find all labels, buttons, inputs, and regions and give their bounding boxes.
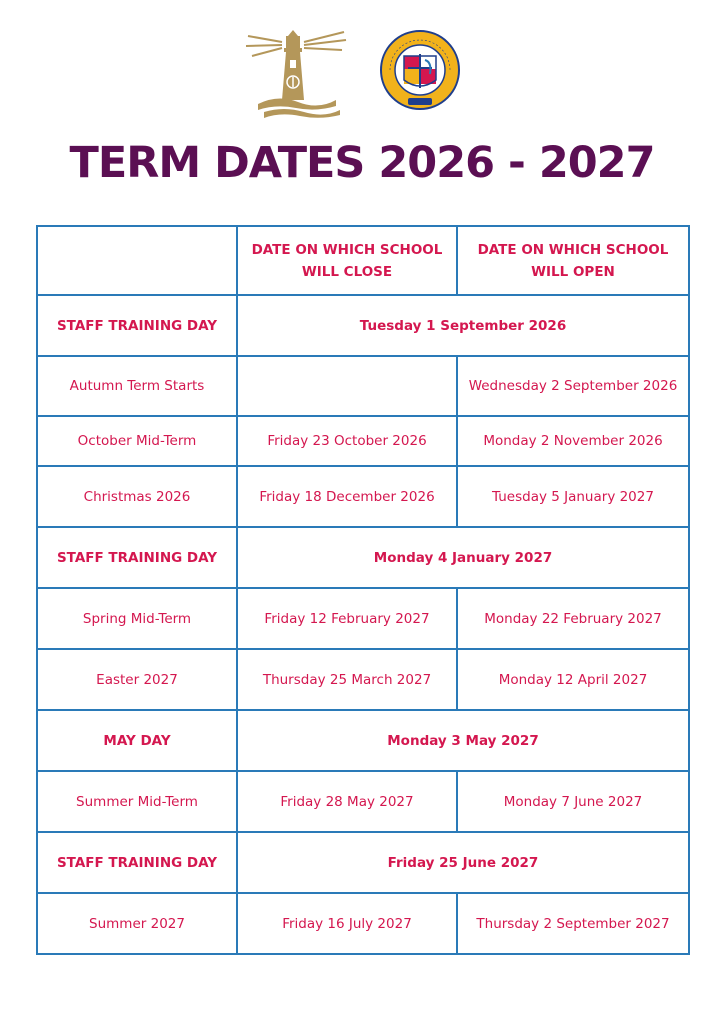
table-header-row	[37, 226, 689, 295]
row-merged-date: Tuesday 1 September 2026	[237, 295, 689, 356]
table-row	[37, 527, 689, 588]
header-open-line1: DATE ON WHICH SCHOOL	[477, 241, 669, 258]
header-empty-cell	[37, 226, 237, 295]
page-title: TERM DATES 2026 - 2027	[69, 138, 655, 188]
term-dates-table	[36, 225, 690, 955]
header-close-line1: DATE ON WHICH SCHOOL	[251, 241, 443, 258]
row-merged-date: Monday 3 May 2027	[237, 710, 689, 771]
row-label: MAY DAY	[37, 710, 237, 771]
row-label: Spring Mid-Term	[37, 588, 237, 649]
row-close-date: Friday 28 May 2027	[237, 771, 457, 832]
table-row	[37, 832, 689, 893]
school-crest-badge-icon	[380, 30, 460, 110]
row-label: Christmas 2026	[37, 466, 237, 527]
table-row	[37, 893, 689, 954]
row-close-date: Friday 12 February 2027	[237, 588, 457, 649]
row-open-date: Monday 2 November 2026	[457, 416, 689, 466]
header-open-line2: WILL OPEN	[531, 263, 615, 280]
header-open-cell	[457, 226, 689, 295]
table-row	[37, 466, 689, 527]
row-open-date: Wednesday 2 September 2026	[457, 356, 689, 416]
table-row	[37, 771, 689, 832]
row-open-date: Monday 7 June 2027	[457, 771, 689, 832]
header-close-cell	[237, 226, 457, 295]
row-close-date: Friday 18 December 2026	[237, 466, 457, 527]
row-close-date: Friday 16 July 2027	[237, 893, 457, 954]
row-label: Summer 2027	[37, 893, 237, 954]
row-label: STAFF TRAINING DAY	[37, 295, 237, 356]
row-label: Summer Mid-Term	[37, 771, 237, 832]
row-close-date: Friday 23 October 2026	[237, 416, 457, 466]
row-label: Autumn Term Starts	[37, 356, 237, 416]
row-merged-date: Friday 25 June 2027	[237, 832, 689, 893]
row-open-date: Thursday 2 September 2027	[457, 893, 689, 954]
table-row	[37, 710, 689, 771]
row-label: Easter 2027	[37, 649, 237, 710]
table-row	[37, 649, 689, 710]
header-close-line2: WILL CLOSE	[301, 263, 393, 280]
table-row	[37, 416, 689, 466]
row-open-date: Monday 22 February 2027	[457, 588, 689, 649]
table-row	[37, 588, 689, 649]
table-row	[37, 356, 689, 416]
row-close-date	[237, 356, 457, 416]
lighthouse-logo-icon	[244, 30, 348, 118]
row-merged-date: Monday 4 January 2027	[237, 527, 689, 588]
row-label: STAFF TRAINING DAY	[37, 527, 237, 588]
row-label: October Mid-Term	[37, 416, 237, 466]
table-row	[37, 295, 689, 356]
logo-bar	[0, 28, 724, 120]
row-open-date: Tuesday 5 January 2027	[457, 466, 689, 527]
row-open-date: Monday 12 April 2027	[457, 649, 689, 710]
row-label: STAFF TRAINING DAY	[37, 832, 237, 893]
row-close-date: Thursday 25 March 2027	[237, 649, 457, 710]
